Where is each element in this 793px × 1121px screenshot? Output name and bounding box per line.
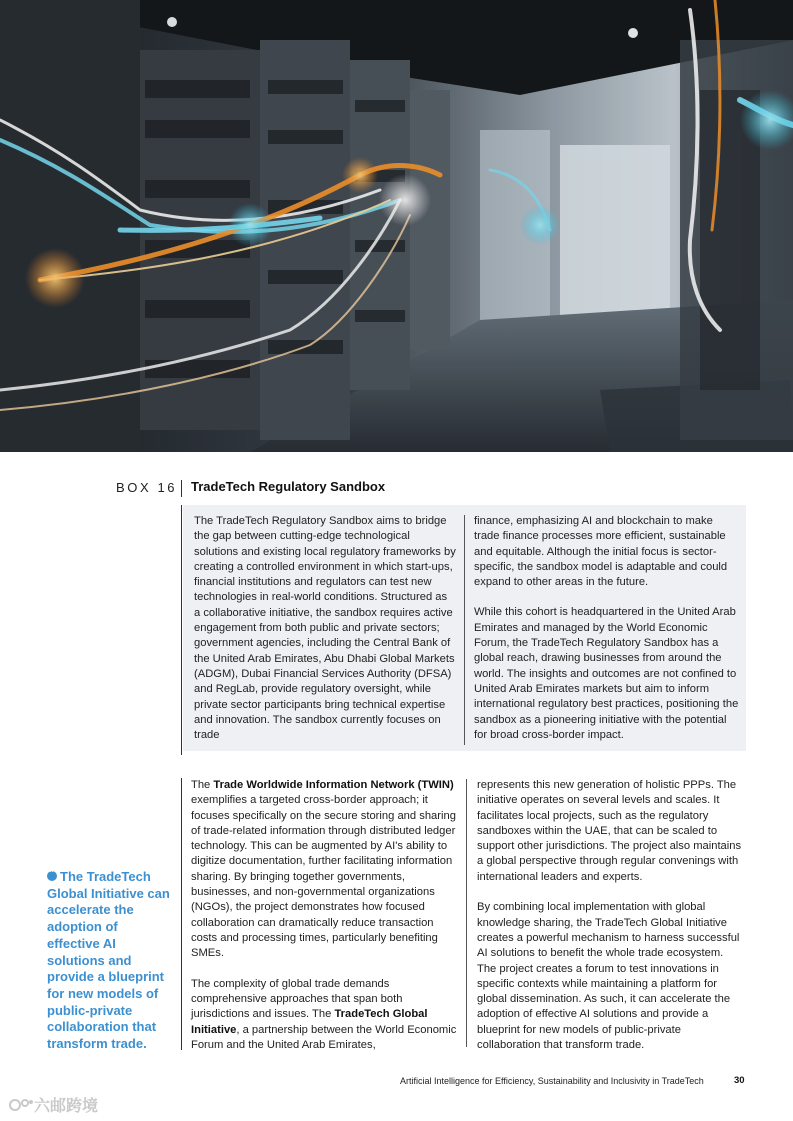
footer-title: Artificial Intelligence for Efficiency, Sustainability and Inclusivity in TradeTech bbox=[400, 1076, 704, 1086]
main-column-divider bbox=[466, 779, 467, 1047]
box-paragraph: finance, emphasizing AI and blockchain to make trade finance processes more efficient, sustainable and equitable. Although the initial focus is sector-specific, the sandbox model is adaptable and could expand to other areas in the future. bbox=[474, 515, 728, 589]
main-left-rule bbox=[181, 778, 182, 1050]
box-column-divider bbox=[464, 515, 465, 745]
pull-quote-text: The TradeTech Global Initiative can accelerate the adoption of effective AI solutions and provide a blueprint for new models of public-private collaboration that transform trade. bbox=[47, 869, 170, 1052]
body-paragraph: represents this new generation of holistic PPPs. The initiative operates on several levels and scales. It facilitates local projects, such as the regulatory sandboxes within the UAE, that can be scaled to support other jurisdictions. The project also maintains a global perspective through regular convenings with international leaders and experts. bbox=[477, 779, 742, 883]
text-run: exemplifies a targeted cross-border approach; it focuses specifically on the secure storing and sharing of trade-related information through distributed ledger technology. This can be augmented by AI's ability to digitize documentation, further facilitating information sharing. By bringing together governments, businesses, and non-governmental organizations (NGOs), the project demonstrates how focused collaboration can dramatically reduce transaction costs and processing times, particularly benefiting SMEs. bbox=[191, 794, 456, 960]
main-column-left bbox=[191, 778, 461, 1069]
page-number: 30 bbox=[734, 1075, 745, 1086]
watermark bbox=[8, 1093, 98, 1116]
box-column-left bbox=[194, 514, 456, 758]
pull-quote bbox=[47, 869, 173, 1053]
bold-term-tradetech: TradeTech Global Initiative bbox=[191, 1008, 428, 1036]
box-column-right bbox=[474, 514, 740, 758]
box-paragraph: The TradeTech Regulatory Sandbox aims to bridge the gap between cutting-edge technological solutions and existing local regulatory frameworks by creating a controlled environment in which start-ups, financial institutions and regulators can test new technologies in real-world conditions. Structured as a collaborative initiative, the sandbox requires active engagement from both public and private sectors; government agencies, including the Central Bank of the United Arab Emirates, Abu Dhabi Global Markets (ADGM), Dubai Financial Services Authority (DFSA) and RegLab, provide regulatory oversight, while private sector participants bring technical expertise and innovation. The sandbox currently focuses on trade bbox=[194, 515, 456, 742]
bold-term-twin: Trade Worldwide Information Network (TWIN) bbox=[213, 779, 454, 791]
main-column-right bbox=[477, 778, 745, 1069]
watermark-logo-icon bbox=[8, 1097, 34, 1113]
body-paragraph: By combining local implementation with global knowledge sharing, the TradeTech Global Initiative creates a powerful mechanism to harness successful AI solutions to benefit the whole trade ecosystem. The project creates a forum to test innovations in specific contexts while maintaining a platform for global dissemination. As such, it can accelerate the adoption of effective AI solutions and provide a blueprint for new models of public-private collaboration that transform trade. bbox=[477, 901, 740, 1052]
box-divider bbox=[181, 480, 182, 497]
box-paragraph: While this cohort is headquartered in the United Arab Emirates and managed by the World Economic Forum, the TradeTech Regulatory Sandbox has a global reach, drawing businesses from around the world. The insights and outcomes are not confined to United Arab Emirates markets but aim to inform international regulatory best practices, positioning the sandbox as a pioneering initiative with the potential for broad cross-border impact. bbox=[474, 606, 739, 741]
box-title: TradeTech Regulatory Sandbox bbox=[191, 479, 386, 494]
hero-image bbox=[0, 0, 793, 452]
watermark-text: 六邮跨境 bbox=[34, 1098, 99, 1115]
text-run: , a partnership between the World Economic Forum and the United Arab Emirates, bbox=[191, 1023, 457, 1052]
box-left-rule bbox=[181, 505, 182, 755]
box-label: BOX 16 bbox=[116, 480, 178, 495]
text-run: The bbox=[191, 779, 214, 791]
quote-icon bbox=[47, 871, 57, 881]
body-paragraph bbox=[191, 977, 461, 1053]
body-paragraph bbox=[191, 778, 461, 962]
text-run: The complexity of global trade demands comprehensive approaches that span both jurisdictions and issues. The bbox=[191, 977, 403, 1021]
